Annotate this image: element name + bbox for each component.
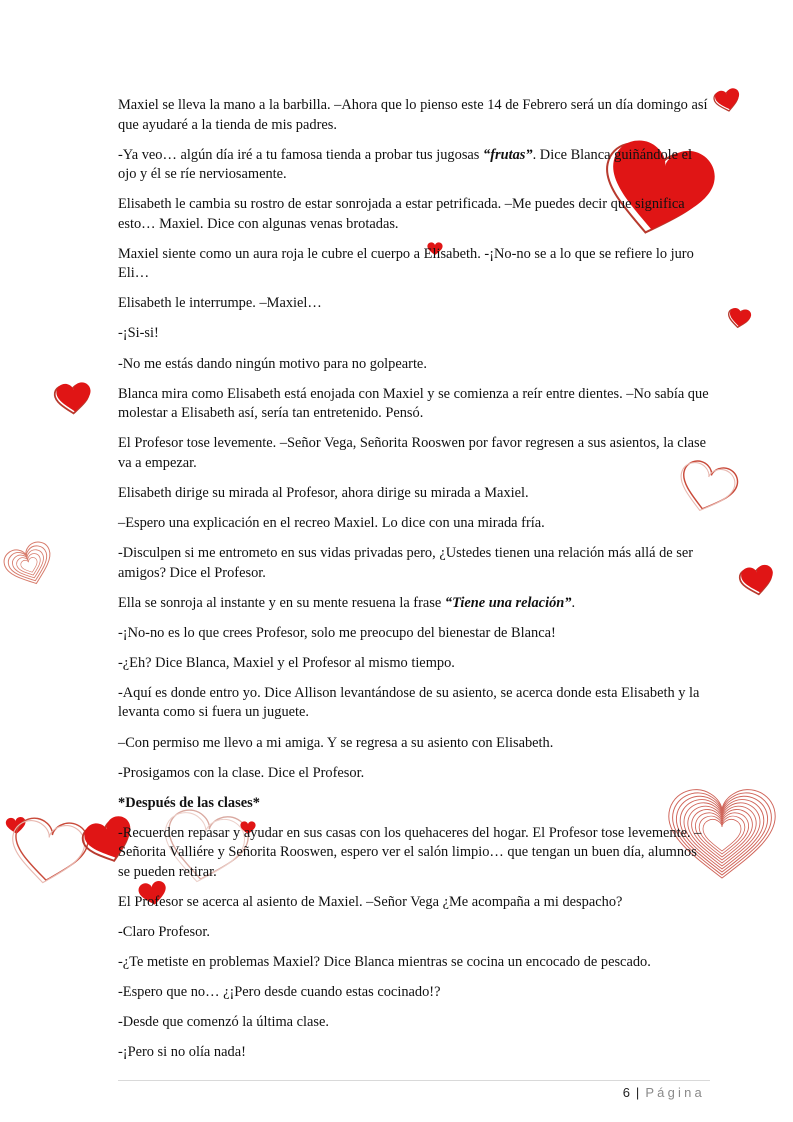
paragraph-text: -¿Eh? Dice Blanca, Maxiel y el Profesor al mismo tiempo.: [118, 654, 455, 671]
paragraph: [118, 484, 710, 504]
heart-icon: [1, 539, 59, 592]
paragraph: [118, 324, 710, 344]
paragraph: [118, 624, 710, 644]
paragraph-text: -Desde que comenzó la última clase.: [118, 1014, 329, 1031]
paragraph-text: -Recuerden repasar y ayudar en sus casas con los quehaceres del hogar. El Profesor tose levemente. –Señorita Valliére y Señorita Rooswen, espero ver el salón limpio… que tengan un buen día, alumnos se pueden retirar.: [118, 824, 702, 880]
paragraph-text: Elisabeth le cambia su rostro de estar sonrojada a estar petrificada. –Me puedes decir que significa esto… Maxiel. Dice con algunas venas brotadas.: [118, 196, 685, 232]
paragraph-text: –Con permiso me llevo a mi amiga. Y se regresa a su asiento con Elisabeth.: [118, 734, 554, 751]
paragraph: [118, 544, 710, 583]
paragraph-text: -¿Te metiste en problemas Maxiel? Dice Blanca mientras se cocina un encocado de pescado.: [118, 954, 651, 971]
paragraph-text: Maxiel se lleva la mano a la barbilla. –Ahora que lo pienso este 14 de Febrero será un día domingo así que ayudaré a la tienda de mis padres.: [118, 97, 708, 133]
heart-icon: [727, 307, 752, 329]
paragraph-text: .: [571, 594, 576, 611]
paragraph: [118, 434, 710, 473]
paragraph-text: -Disculpen si me entrometo en sus vidas privadas pero, ¿Ustedes tienen una relación más allá de ser amigos? Dice el Profesor.: [118, 545, 694, 581]
paragraph-text: -Claro Profesor.: [118, 923, 210, 940]
paragraph: [118, 824, 710, 883]
emphasis-text: “frutas”: [483, 146, 533, 163]
paragraph-text: -Ya veo… algún día iré a tu famosa tienda a probar tus jugosas: [118, 146, 484, 163]
paragraph: [118, 1013, 710, 1033]
paragraph: [118, 953, 710, 973]
paragraph: [118, 734, 710, 754]
paragraph-text: -No me estás dando ningún motivo para no golpearte.: [118, 355, 427, 372]
paragraph-text: -Prosigamos con la clase. Dice el Profesor.: [118, 764, 365, 781]
paragraph-text: El Profesor tose levemente. –Señor Vega, Señorita Rooswen por favor regresen a sus asientos, la clase va a empezar.: [118, 435, 706, 471]
paragraph-text: Elisabeth le interrumpe. –Maxiel…: [118, 295, 322, 312]
emphasis-text: “Tiene una relación”: [444, 594, 572, 611]
paragraph: [118, 146, 710, 185]
page-number: 6: [622, 1085, 630, 1100]
paragraph: [118, 514, 710, 534]
paragraph-text: . Dice Blanca guiñándole el ojo y él se ríe nerviosamente.: [118, 146, 693, 183]
paragraph-text: -¡No-no es lo que crees Profesor, solo me preocupo del bienestar de Blanca!: [118, 624, 556, 641]
section-heading: *Después de las clases*: [118, 794, 260, 811]
paragraph: [118, 893, 710, 913]
paragraph-text: -Aquí es donde entro yo. Dice Allison levantándose de su asiento, se acerca donde esta Elisabeth y la levanta como si fuera un juguete.: [118, 684, 700, 721]
paragraph: [118, 1043, 710, 1063]
paragraph-text: -Espero que no… ¿¡Pero desde cuando estas cocinado!?: [118, 984, 441, 1001]
paragraph-text: Blanca mira como Elisabeth está enojada con Maxiel y se comienza a reír entre dientes. –No sabía que molestar a Elisabeth así, sería tan entretenido. Pensó.: [118, 385, 709, 422]
heart-icon: [738, 564, 776, 598]
paragraph: [118, 594, 710, 614]
paragraph: [118, 355, 710, 375]
heart-icon: [7, 815, 90, 888]
heart-icon: [54, 382, 92, 415]
paragraph: [118, 923, 710, 943]
paragraph-text: Maxiel siente como un aura roja le cubre el cuerpo a Elisabeth. -¡No-no se a lo que se refiere lo juro Eli…: [118, 245, 694, 282]
page-label: Página: [645, 1085, 705, 1100]
paragraph-text: -¡Si-si!: [118, 325, 159, 342]
paragraph-text: Elisabeth dirige su mirada al Profesor, ahora dirige su mirada a Maxiel.: [118, 484, 529, 501]
paragraph: [118, 983, 710, 1003]
footer-divider: [118, 1080, 710, 1081]
paragraph-text: Ella se sonroja al instante y en su mente resuena la frase: [118, 594, 445, 611]
paragraph-text: El Profesor se acerca al asiento de Maxiel. –Señor Vega ¿Me acompaña a mi despacho?: [118, 893, 623, 910]
document-body: [118, 96, 710, 1073]
footer-separator: |: [635, 1085, 640, 1100]
paragraph: [118, 684, 710, 723]
paragraph: [118, 385, 710, 424]
paragraph: [118, 294, 710, 314]
page-footer: [623, 1085, 705, 1100]
paragraph-text: -¡Pero si no olía nada!: [118, 1044, 246, 1061]
heart-icon: [713, 87, 743, 113]
paragraph: [118, 96, 710, 135]
paragraph: [118, 654, 710, 674]
paragraph: [118, 245, 710, 284]
paragraph: [118, 764, 710, 784]
paragraph-text: –Espero una explicación en el recreo Maxiel. Lo dice con una mirada fría.: [118, 514, 545, 531]
paragraph: [118, 195, 710, 234]
